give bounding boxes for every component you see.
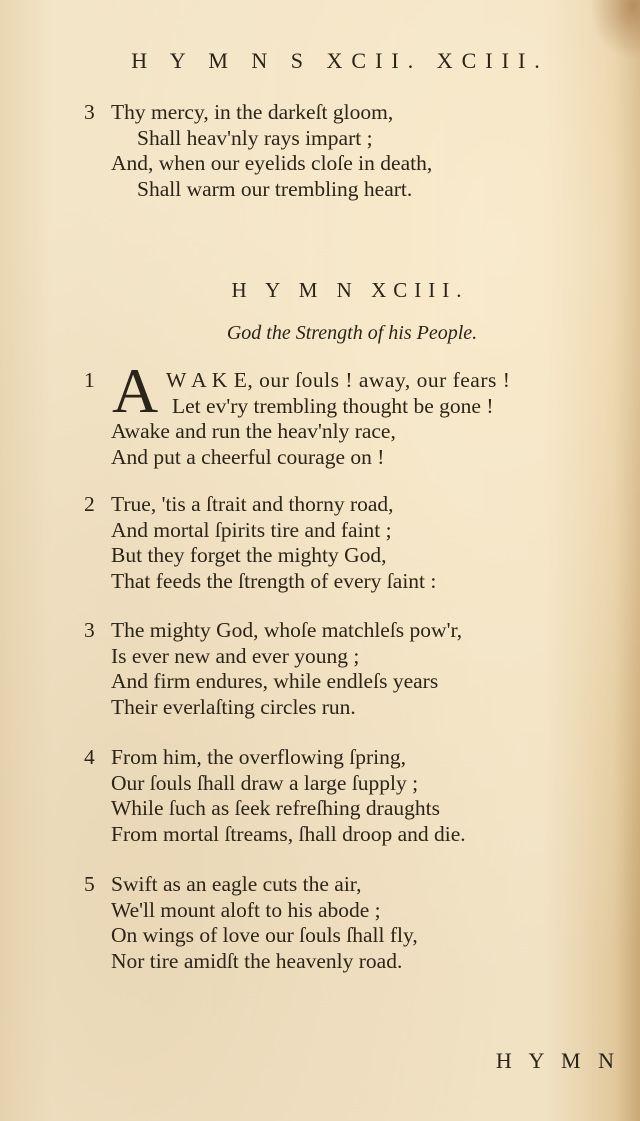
stanza-number: 4 xyxy=(84,745,95,769)
verse-line: While ſuch as ſeek refreſhing draughts xyxy=(111,796,440,821)
stanza-number: 1 xyxy=(84,368,95,392)
verse-line: On wings of love our ſouls ſhall fly, xyxy=(111,923,418,948)
verse-line: Is ever new and ever young ; xyxy=(111,643,360,668)
verse-line: Shall heav'nly rays impart ; xyxy=(137,125,373,150)
verse-line: Let ev'ry trembling thought be gone ! xyxy=(172,393,494,418)
verse-line: Our ſouls ſhall draw a large ſupply ; xyxy=(111,770,419,795)
stanza-number: 3 xyxy=(84,100,95,124)
verse-line: Nor tire amidſt the heavenly road. xyxy=(111,948,403,973)
verse-line: True, 'tis a ſtrait and thorny road, xyxy=(111,492,394,516)
catchword: H Y M N xyxy=(495,1048,620,1073)
verse-line: And firm endures, while endleſs years xyxy=(111,669,439,694)
running-head: H Y M N S XCII. XCIII. xyxy=(131,48,549,73)
verse-line: The mighty God, whoſe matchleſs pow'r, xyxy=(111,618,463,642)
verse-line: And mortal ſpirits tire and faint ; xyxy=(111,517,392,542)
stanza-2 xyxy=(0,492,640,594)
verse-line: Awake and run the heav'nly race, xyxy=(111,419,396,444)
hymn-subtitle: God the Strength of his People. xyxy=(226,322,478,344)
verse-line: Their everlaſting circles run. xyxy=(111,694,356,719)
verse-line: Shall warm our trembling heart. xyxy=(137,176,413,201)
verse-line: And put a cheerful courage on ! xyxy=(111,444,385,469)
verse-line: From mortal ſtreams, ſhall droop and die. xyxy=(111,821,466,846)
stanza-number: 2 xyxy=(84,492,95,516)
verse-line: That feeds the ſtrength of every ſaint : xyxy=(111,568,437,593)
verse-line: But they forget the mighty God, xyxy=(111,543,387,568)
hymn-title: H Y M N XCIII. xyxy=(231,278,469,302)
stanza-3 xyxy=(0,618,640,720)
verse-line: From him, the overflowing ſpring, xyxy=(111,745,406,769)
stanza-5 xyxy=(0,872,640,974)
drop-cap: A xyxy=(112,355,159,426)
prev-stanza xyxy=(0,100,640,202)
stanza-number: 3 xyxy=(84,618,95,642)
stanza-number: 5 xyxy=(84,872,95,896)
verse-line: We'll mount aloft to his abode ; xyxy=(111,897,381,922)
verse-line: W A K E, our ſouls ! away, our fears ! xyxy=(166,368,511,392)
verse-line: And, when our eyelids cloſe in death, xyxy=(111,151,433,176)
verse-line: Thy mercy, in the darkeſt gloom, xyxy=(111,100,394,124)
verse-line: Swift as an eagle cuts the air, xyxy=(111,872,362,896)
stanza-4 xyxy=(0,745,640,847)
stanza-1 xyxy=(0,355,640,470)
